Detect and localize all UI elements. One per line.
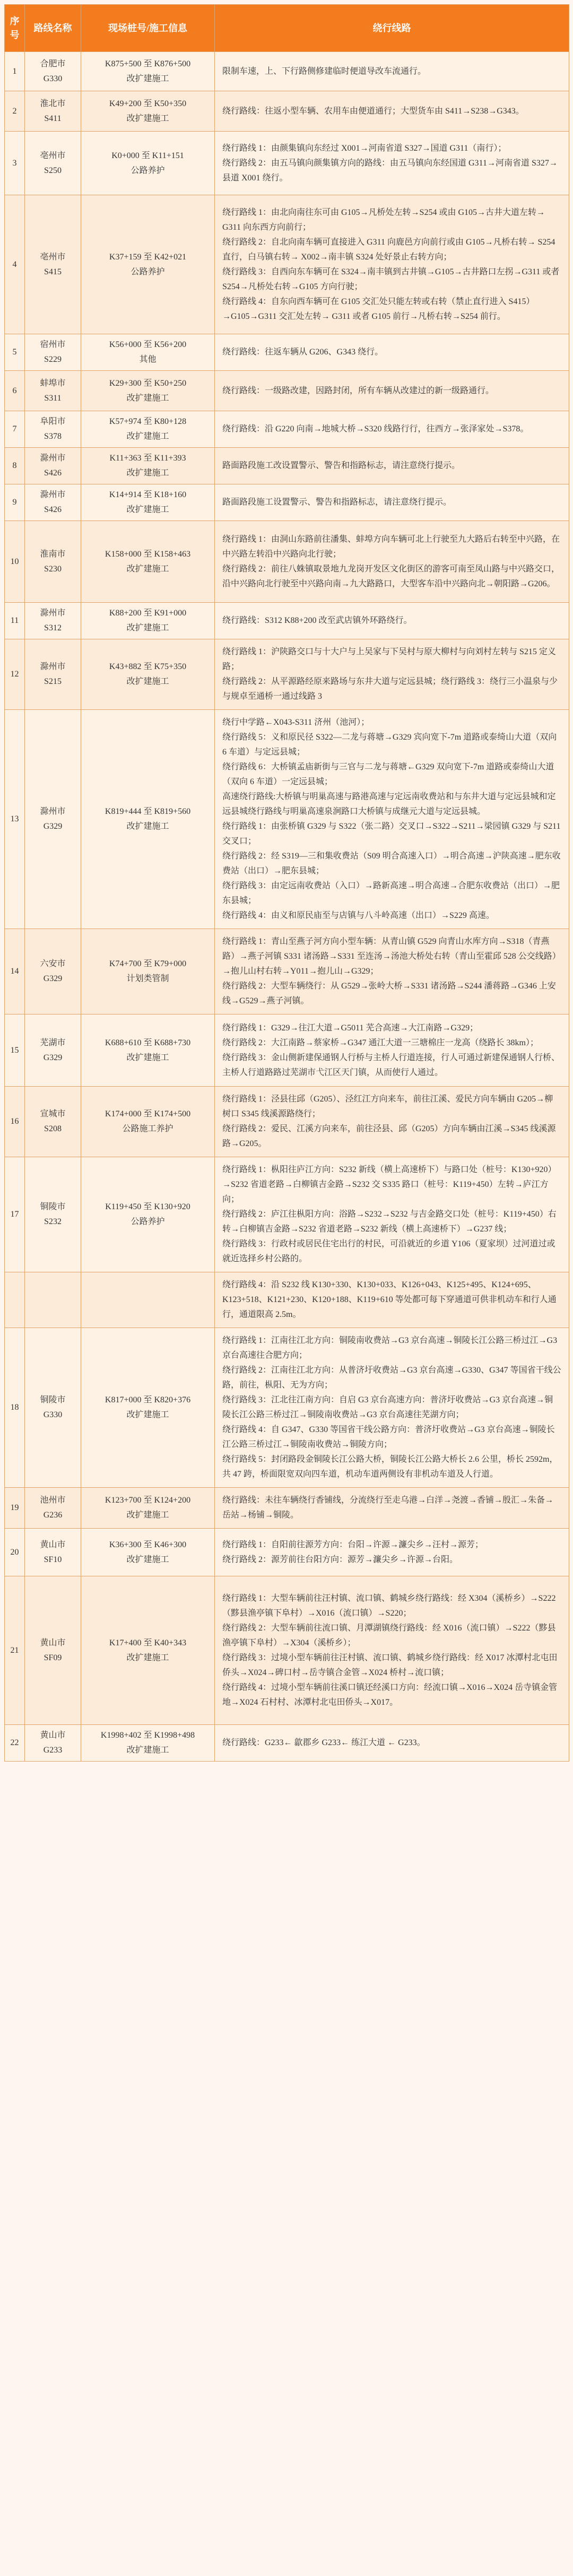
- route-text: 绕行路线 1：由北向南往东可由 G105→凡桥处左转→S254 或由 G105→古井大道左转→ G311 向东西方向前行；: [222, 207, 545, 232]
- cell-site: K123+700 至 K124+200 改扩建施工: [81, 1488, 215, 1529]
- route-text: 绕行路线 3：过境小型车辆前往汪村镇、流口镇、鹤城乡绕行路线：经 X017 冰潭村北屯田侨头→X024→碑口村→岳寺镇合金管→X024 桥村→流口镇；: [222, 1653, 558, 1677]
- cell-road: 滁州市 G329: [25, 710, 81, 929]
- cell-route: [215, 1529, 569, 1576]
- route-text: 绕行路线：G233← 歙郡乡 G233← 练江大道 ← G233。: [222, 1738, 426, 1747]
- cell-no: 4: [5, 195, 25, 334]
- cell-route: [215, 1157, 569, 1272]
- cell-road: 淮南市 S230: [25, 521, 81, 603]
- table-row: [5, 1725, 569, 1762]
- route-text: 绕行路线 2：庐江往枞阳方向：浴路→S232→S232 与吉金路交口处（桩号：K119+450）右转→白柳镇吉金路→S232 省道老路→S232 新线（横上高速桥下）→G237 线；: [222, 1210, 557, 1234]
- route-text: 绕行路线 4：沿 S232 线 K130+330、K130+033、K126+043、K125+495、K124+695、K123+518、K121+230、K120+188、K119+610 等处都可每下穿通道可供非机动车和行人通行，通道限高 2.5m。: [222, 1280, 557, 1319]
- cell-site: K74+700 至 K79+000 计划类管制: [81, 929, 215, 1014]
- cell-no: 8: [5, 448, 25, 484]
- header-no: 序号: [5, 5, 25, 52]
- cell-site: K158+000 至 K158+463 改扩建施工: [81, 521, 215, 603]
- cell-site: K119+450 至 K130+920 公路养护: [81, 1157, 215, 1272]
- header-site: 现场桩号/施工信息: [81, 5, 215, 52]
- cell-road: 亳州市 S250: [25, 132, 81, 195]
- cell-site: K688+610 至 K688+730 改扩建施工: [81, 1014, 215, 1087]
- cell-road: 阜阳市 S378: [25, 411, 81, 448]
- table-row: [5, 1529, 569, 1576]
- cell-no: 20: [5, 1529, 25, 1576]
- table-row: [5, 1328, 569, 1488]
- route-text: 绕行路线：沿 G220 向南→地城大桥→S320 线路行行，往西方→张泽家处→S378。: [222, 424, 529, 433]
- route-text: 绕行路线：往返车辆从 G206、G343 绕行。: [222, 348, 384, 357]
- cell-road: 合肥市 G330: [25, 52, 81, 91]
- cell-route: [215, 1272, 569, 1328]
- cell-route: [215, 929, 569, 1014]
- cell-no: 16: [5, 1087, 25, 1157]
- route-text: 绕行路线：S312 K88+200 改至武店镇外环路绕行。: [222, 616, 412, 625]
- cell-road: 滁州市 S215: [25, 639, 81, 710]
- cell-road: 池州市 G236: [25, 1488, 81, 1529]
- cell-road: 宣城市 S208: [25, 1087, 81, 1157]
- cell-site: [81, 1272, 215, 1328]
- cell-no: 11: [5, 603, 25, 639]
- route-text: 绕行路线 5：封闭路段金铜陵长江公路大桥，铜陵长江公路大桥长 2.6 公里，桥长 2592m，共 47 跨，桥面限宽双向四车道，机动车道两侧设有非机动车道及人行道。: [222, 1455, 558, 1479]
- route-text: 限制车速，上、下行路侧修建临时便道导改车流通行。: [222, 66, 427, 76]
- route-text: 绕行路线：往返小型车辆、农用车由便道通行；大型货车由 S411→S238→G343。: [222, 106, 524, 116]
- cell-no: 14: [5, 929, 25, 1014]
- route-text: 绕行中学路←X043-S311 济州（池河）；: [222, 718, 370, 727]
- cell-road: 黄山市 SF10: [25, 1529, 81, 1576]
- cell-site: K817+000 至 K820+376 改扩建施工: [81, 1328, 215, 1488]
- route-text: 绕行路线 3：金山侧新建保通钢人行桥与主桥人行道连接，行人可通过新建保通钢人行桥、主桥人行道路路过芜湖市弋江区天门镇，从而使行人通过。: [222, 1053, 560, 1077]
- route-text: 绕行路线：一级路改建，因路封闭，所有车辆从改建过的新一级路通行。: [222, 386, 494, 395]
- cell-no: 21: [5, 1576, 25, 1725]
- table-row: [5, 52, 569, 91]
- cell-no: 2: [5, 91, 25, 132]
- cell-road: 滁州市 S312: [25, 603, 81, 639]
- cell-no: 19: [5, 1488, 25, 1529]
- table-row: [5, 411, 569, 448]
- table-header-row: [5, 5, 569, 52]
- cell-route: [215, 521, 569, 603]
- route-text: 绕行路线 1：青山至燕子河方向小型车辆：从青山镇 G529 向青山水库方向→S318（青燕路）→燕子河镇 S331 诸汤路→S331 至连汤→汤池大桥处右转（青山至霍邱 528 公交线路）→抱儿山村右转→Y011→抱儿山→G329；: [222, 937, 561, 976]
- cell-route: [215, 1488, 569, 1529]
- cell-site: K1998+402 至 K1998+498 改扩建施工: [81, 1725, 215, 1762]
- cell-road: 滁州市 S426: [25, 484, 81, 521]
- route-text: 绕行路线 4：自 G347、G330 等国省干线公路方向：普济圩收费站→G3 京台高速→铜陵长江公路三桥过江→铜陵南收费站→铜陵方向；: [222, 1425, 555, 1449]
- cell-site: K57+974 至 K80+128 改扩建施工: [81, 411, 215, 448]
- cell-site: K174+000 至 K174+500 公路施工养护: [81, 1087, 215, 1157]
- route-text: 绕行路线 2：大型车辆绕行：从 G529→张岭大桥→S331 诸汤路→S244 潘蒋路→G346 上安线→G529→燕子河镇。: [222, 982, 556, 1005]
- cell-route: [215, 411, 569, 448]
- route-text: 绕行路线 2：经 S319—三和集收费站（S09 明合高速入口）→明合高速→沪陕高速→肥东收费站（出口）→肥东县城；: [222, 852, 561, 875]
- cell-site: K17+400 至 K40+343 改扩建施工: [81, 1576, 215, 1725]
- table-row: [5, 448, 569, 484]
- cell-site: K36+300 至 K46+300 改扩建施工: [81, 1529, 215, 1576]
- route-text: 绕行路线 4：由义和原民庙至与店镇与八斗岭高速（出口）→S229 高速。: [222, 911, 494, 920]
- route-text: 绕行路线：未往车辆绕行香铺线，分流绕行至走乌港→白洋→尧渡→香铺→殷汇→朱备→岳站→杨铺→铜陵。: [222, 1496, 554, 1520]
- route-text: 绕行路线 2：由五马镇向颜集镇方向的路线：由五马镇向东经国道 G311→河南省道 S327→县道 X001 绕行。: [222, 158, 558, 183]
- cell-no: 5: [5, 334, 25, 371]
- cell-no: 22: [5, 1725, 25, 1762]
- route-text: 绕行路线 6：大桥镇孟庙新街与三官与二龙与蒋塘←G329 双向宽下-7m 道路或泰绮山大道（双向 6 车道）一定远县城；: [222, 762, 554, 786]
- table-row: [5, 603, 569, 639]
- route-text: 绕行路线 1：枞阳往庐江方向：S232 新线（横上高速桥下）与路口处（桩号：K130+920）→S232 省道老路→白柳镇吉金路→S232 交 S335 路口（桩号：K119+450）左转→庐江方向；: [222, 1165, 557, 1204]
- cell-road: 蚌埠市 S311: [25, 371, 81, 411]
- cell-route: [215, 639, 569, 710]
- cell-site: K0+000 至 K11+151 公路养护: [81, 132, 215, 195]
- route-text: 绕行路线 2：源芳前往台阳方向：源芳→濂尖乡→许源→台阳。: [222, 1555, 458, 1564]
- cell-no: 7: [5, 411, 25, 448]
- table-row: [5, 710, 569, 929]
- table-row: [5, 91, 569, 132]
- cell-road: 黄山市 SF09: [25, 1576, 81, 1725]
- route-text: 绕行路线 3：行政村或居民住宅出行的村民，可沿就近的乡道 Y106（夏家坝）过河道过或就近选择乡村公路的。: [222, 1239, 555, 1263]
- route-text: 绕行路线 3：江北往江南方向：自启 G3 京台高速方向：普济圩收费站→G3 京台高速→铜陵长江公路三桥过江→铜陵南收费站→G3 京台高速往芜湖方向；: [222, 1395, 553, 1419]
- route-text: 绕行路线 1：泾县往邱（G205）、泾红江方向来车，前往江溪、爱民方向车辆由 G205→柳树口 S345 线溪源路绕行；: [222, 1095, 553, 1118]
- cell-site: K819+444 至 K819+560 改扩建施工: [81, 710, 215, 929]
- cell-route: [215, 448, 569, 484]
- route-text: 路面路段施工设置警示、警告和指路标志，请注意绕行提示。: [222, 498, 452, 507]
- cell-no: 3: [5, 132, 25, 195]
- route-text: 绕行路线 1：由洞山东路前往潘集、蚌埠方向车辆可北上行驶至九大路后右转至中兴路，在中兴路左转沿中兴路向北行驶；: [222, 534, 560, 559]
- cell-no: 6: [5, 371, 25, 411]
- cell-site: K88+200 至 K91+000 改扩建施工: [81, 603, 215, 639]
- table-row: [5, 1272, 569, 1328]
- cell-road: 宿州市 S229: [25, 334, 81, 371]
- table-row: [5, 1087, 569, 1157]
- cell-road: 六安市 G329: [25, 929, 81, 1014]
- table-row: [5, 1014, 569, 1087]
- cell-road: 铜陵市 S232: [25, 1157, 81, 1272]
- detour-table: [4, 4, 569, 1762]
- route-text: 绕行路线 4：自东向西车辆可在 G105 交汇处只能左转或右转（禁止直行进入 S415）→G105→G311 交汇处左转→ G311 或者 G105 前行→凡桥右转→S254 前行。: [222, 297, 535, 321]
- cell-route: [215, 1087, 569, 1157]
- table-row: [5, 334, 569, 371]
- table-row: [5, 929, 569, 1014]
- route-text: 绕行路线 1：自阳前往源芳方向：台阳→许源→濂尖乡→汪村→源芳；: [222, 1540, 484, 1549]
- cell-road: 滁州市 S426: [25, 448, 81, 484]
- cell-site: K49+200 至 K50+350 改扩建施工: [81, 91, 215, 132]
- cell-route: [215, 1328, 569, 1488]
- cell-route: [215, 603, 569, 639]
- cell-site: K37+159 至 K42+021 公路养护: [81, 195, 215, 334]
- cell-no: 15: [5, 1014, 25, 1087]
- route-text: 绕行路线 1：由张桥镇 G329 与 S322（张二路）交叉口→S322→S211→梁园镇 G329 与 S211 交叉口；: [222, 822, 561, 846]
- cell-no: 18: [5, 1328, 25, 1488]
- route-text: 绕行路线 1：G329→往江大道→G5011 芜合高速→大江南路→G329；: [222, 1023, 479, 1033]
- cell-route: [215, 484, 569, 521]
- table-row: [5, 1576, 569, 1725]
- cell-road: 淮北市 S411: [25, 91, 81, 132]
- route-text: 绕行路线 2：前往八蛛镇取景地九龙岗开发区文化街区的游客可南至凤山路与中兴路交口，沿中兴路向北行驶至中兴路向南→九大路路口，大型客车沿中兴路向北→朝阳路→G206。: [222, 564, 560, 588]
- table-row: [5, 371, 569, 411]
- cell-route: [215, 371, 569, 411]
- cell-no: 12: [5, 639, 25, 710]
- cell-no: 10: [5, 521, 25, 603]
- cell-no: 1: [5, 52, 25, 91]
- cell-site: K14+914 至 K18+160 改扩建施工: [81, 484, 215, 521]
- cell-road: 亳州市 S415: [25, 195, 81, 334]
- table-row: [5, 521, 569, 603]
- header-route: 绕行线路: [215, 5, 569, 52]
- cell-site: K29+300 至 K50+250 改扩建施工: [81, 371, 215, 411]
- cell-no: [5, 1272, 25, 1328]
- route-text: 绕行路线 2：爱民、江溪方向来车，前往泾县、邱（G205）方向车辆由江溪→S345 线溪源路→G205。: [222, 1124, 556, 1148]
- cell-road: 黄山市 G233: [25, 1725, 81, 1762]
- route-text: 绕行路线 3：由定远南收费站（入口）→路新高速→明合高速→合肥东收费站（出口）→肥东县城；: [222, 881, 560, 905]
- route-text: 绕行路线 2：江南往江北方向：从普济圩收费站→G3 京台高速→G330、G347 等国省干线公路，前往，枞阳、无为方向；: [222, 1366, 561, 1390]
- route-text: 绕行路线 3：自西向东车辆可在 S324→南丰镇到古井镇→G105→古井路口左拐→G311 或者 S254→凡桥处右转→G105 方向行驶；: [222, 267, 560, 291]
- cell-road: 芜湖市 G329: [25, 1014, 81, 1087]
- route-text: 绕行路线 1：江南往江北方向：铜陵南收费站→G3 京台高速→铜陵长江公路三桥过江→G3 京台高速往合肥方向；: [222, 1336, 558, 1360]
- cell-no: 13: [5, 710, 25, 929]
- cell-route: [215, 1725, 569, 1762]
- cell-no: 9: [5, 484, 25, 521]
- cell-road: 铜陵市 G330: [25, 1328, 81, 1488]
- table-row: [5, 484, 569, 521]
- table-body: [5, 52, 569, 1762]
- route-text: 绕行路线 2：从平源路经原来路场与东井大道与定远县城；绕行路线 3：绕行三小温泉与少与规卓至通桥一通过线路 3: [222, 677, 558, 701]
- table-row: [5, 1488, 569, 1529]
- cell-site: K11+363 至 K11+393 改扩建施工: [81, 448, 215, 484]
- route-text: 绕行路线 1：由颜集镇向东经过 X001→河南省道 S327→国道 G311（南行）；: [222, 143, 507, 153]
- table-row: [5, 132, 569, 195]
- cell-route: [215, 195, 569, 334]
- route-text: 绕行路线 2：大型车辆前往流口镇、月潭湖镇绕行路线：经 X016（流口镇）→S222（黟县渔亭镇下阜村）→X304（溪桥乡）；: [222, 1623, 556, 1647]
- cell-route: [215, 1576, 569, 1725]
- route-text: 绕行路线 5：义和原民径 S322—二龙与蒋塘→G329 宾向宽下-7m 道路或泰绮山大道（双向 6 车道）与定远县城；: [222, 733, 557, 757]
- cell-site: K43+882 至 K75+350 改扩建施工: [81, 639, 215, 710]
- route-text: 绕行路线 2：自北向南车辆可直接进入 G311 向鹿邑方向前行或由 G105→凡桥右转→ S254 直行，白马镇右转→ X002→南丰镇 S324 处好景止右转方向；: [222, 237, 555, 262]
- cell-route: [215, 334, 569, 371]
- cell-route: [215, 710, 569, 929]
- route-text: 绕行路线 4：过境小型车辆前往溪口镇还经溪口方向：经流口镇→X016→X024 岳寺镇金管地→X024 石村村、冰潭村北屯田侨头→X017。: [222, 1682, 558, 1707]
- route-text: 高速绕行路线:大桥镇与明巢高速与路港高速与定远南收费站和与东井大道与定远县城和定远县城绕行路线与明巢高速泉涧路口大桥镇与成继元大道与定远县城。: [222, 792, 556, 816]
- cell-road: [25, 1272, 81, 1328]
- table-row: [5, 195, 569, 334]
- header-road: 路线名称: [25, 5, 81, 52]
- route-text: 绕行路线 1：大型车辆前往汪村镇、流口镇、鹤城乡绕行路线：经 X304（溪桥乡）→S222（黟县渔亭镇下阜村）→X016（流口镇）→S220；: [222, 1593, 556, 1618]
- cell-no: 17: [5, 1157, 25, 1272]
- table-row: [5, 639, 569, 710]
- cell-site: K56+000 至 K56+200 其他: [81, 334, 215, 371]
- cell-route: [215, 132, 569, 195]
- cell-site: K875+500 至 K876+500 改扩建施工: [81, 52, 215, 91]
- route-text: 路面路段施工改设置警示、警告和指路标志，请注意绕行提示。: [222, 461, 461, 470]
- cell-route: [215, 52, 569, 91]
- cell-route: [215, 91, 569, 132]
- route-text: 绕行路线 2：大江南路→蔡家桥→G347 通江大道一三塘棉庄一龙高（绕路长 38km）；: [222, 1038, 539, 1047]
- table-row: [5, 1157, 569, 1272]
- cell-route: [215, 1014, 569, 1087]
- route-text: 绕行路线 1：沪陕路交口与十大户与上吴家与下吴村与原大柳村与向刘村左转与 S215 定义路；: [222, 647, 556, 671]
